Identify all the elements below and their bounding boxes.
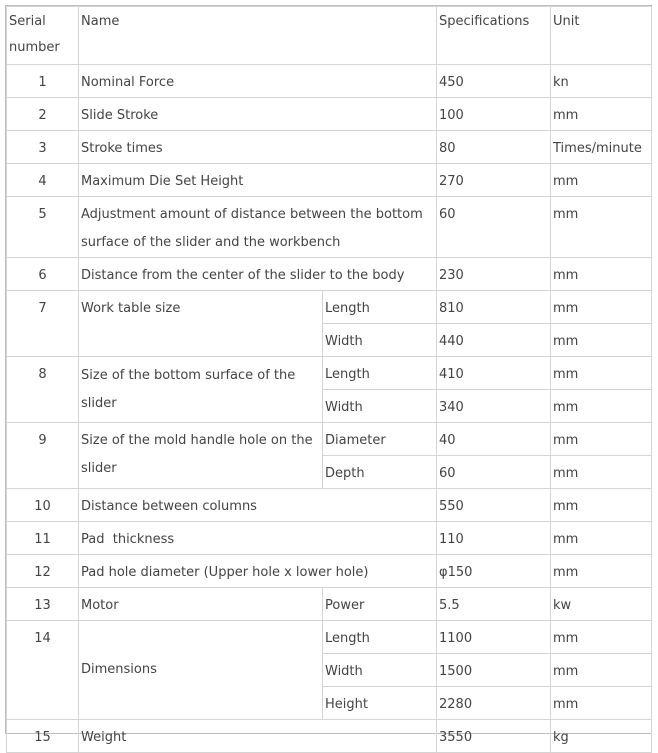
- unit-cell: mm: [551, 621, 652, 654]
- spec-cell: 5.5: [437, 588, 551, 621]
- sub-label-cell: Length: [323, 291, 437, 324]
- table-row: [7, 357, 652, 390]
- table-row: [7, 258, 652, 291]
- name-cell: Motor: [79, 588, 323, 621]
- unit-cell: kn: [551, 65, 652, 98]
- spec-cell: 40: [437, 423, 551, 456]
- header-row: [7, 7, 652, 65]
- header-unit: Unit: [551, 7, 652, 65]
- serial-cell: 6: [7, 258, 79, 291]
- spec-cell: 410: [437, 357, 551, 390]
- name-cell: Dimensions: [79, 621, 323, 720]
- table-row: [7, 621, 652, 654]
- table-row: [7, 197, 652, 258]
- serial-cell: 9: [7, 423, 79, 489]
- spec-cell: 810: [437, 291, 551, 324]
- serial-cell: 14: [7, 621, 79, 720]
- unit-cell: mm: [551, 456, 652, 489]
- table-row: [7, 588, 652, 621]
- sub-label-cell: Width: [323, 654, 437, 687]
- table-row: [7, 131, 652, 164]
- spec-cell: 230: [437, 258, 551, 291]
- serial-cell: 4: [7, 164, 79, 197]
- name-cell: Pad hole diameter (Upper hole x lower hole): [79, 555, 437, 588]
- serial-cell: 10: [7, 489, 79, 522]
- unit-cell: mm: [551, 390, 652, 423]
- name-cell: Size of the bottom surface of the slider: [79, 357, 323, 423]
- serial-cell: 12: [7, 555, 79, 588]
- name-cell: Nominal Force: [79, 65, 437, 98]
- unit-cell: mm: [551, 164, 652, 197]
- sub-label-cell: Depth: [323, 456, 437, 489]
- table-row: [7, 98, 652, 131]
- sub-label-cell: Width: [323, 324, 437, 357]
- sub-label-cell: Length: [323, 621, 437, 654]
- unit-cell: mm: [551, 197, 652, 258]
- spec-cell: 270: [437, 164, 551, 197]
- unit-cell: Times/minute: [551, 131, 652, 164]
- sub-label-cell: Width: [323, 390, 437, 423]
- name-cell: Work table size: [79, 291, 323, 357]
- table-row: [7, 489, 652, 522]
- serial-cell: 11: [7, 522, 79, 555]
- spec-cell: 440: [437, 324, 551, 357]
- name-cell: Pad thickness: [79, 522, 437, 555]
- serial-cell: 1: [7, 65, 79, 98]
- unit-cell: mm: [551, 291, 652, 324]
- spec-cell: 60: [437, 456, 551, 489]
- table-row: [7, 164, 652, 197]
- spec-cell: 340: [437, 390, 551, 423]
- table-row: [7, 423, 652, 456]
- serial-cell: 5: [7, 197, 79, 258]
- unit-cell: kg: [551, 720, 652, 753]
- unit-cell: mm: [551, 555, 652, 588]
- serial-cell: 7: [7, 291, 79, 357]
- spec-cell: 1100: [437, 621, 551, 654]
- table-row: [7, 720, 652, 753]
- sub-label-cell: Length: [323, 357, 437, 390]
- spec-cell: 3550: [437, 720, 551, 753]
- serial-cell: 2: [7, 98, 79, 131]
- unit-cell: mm: [551, 522, 652, 555]
- specifications-table: [6, 6, 652, 753]
- serial-cell: 8: [7, 357, 79, 423]
- name-cell: Weight: [79, 720, 437, 753]
- spec-cell: 450: [437, 65, 551, 98]
- header-serial-number: Serial number: [7, 7, 79, 65]
- sub-label-cell: Diameter: [323, 423, 437, 456]
- name-cell: Maximum Die Set Height: [79, 164, 437, 197]
- spec-cell: 110: [437, 522, 551, 555]
- name-cell: Stroke times: [79, 131, 437, 164]
- unit-cell: mm: [551, 687, 652, 720]
- table-row: [7, 522, 652, 555]
- unit-cell: mm: [551, 357, 652, 390]
- sub-label-cell: Power: [323, 588, 437, 621]
- unit-cell: mm: [551, 324, 652, 357]
- name-cell: Slide Stroke: [79, 98, 437, 131]
- unit-cell: mm: [551, 423, 652, 456]
- spec-cell: 100: [437, 98, 551, 131]
- unit-cell: kw: [551, 588, 652, 621]
- spec-cell: 2280: [437, 687, 551, 720]
- serial-cell: 3: [7, 131, 79, 164]
- table-row: [7, 555, 652, 588]
- sub-label-cell: Height: [323, 687, 437, 720]
- spec-cell: 1500: [437, 654, 551, 687]
- serial-cell: 13: [7, 588, 79, 621]
- name-cell: Distance from the center of the slider to the body: [79, 258, 437, 291]
- name-cell: Size of the mold handle hole on the slider: [79, 423, 323, 489]
- table-row: [7, 291, 652, 324]
- unit-cell: mm: [551, 258, 652, 291]
- unit-cell: mm: [551, 489, 652, 522]
- table-row: [7, 65, 652, 98]
- unit-cell: mm: [551, 98, 652, 131]
- spec-cell: 60: [437, 197, 551, 258]
- header-name: Name: [79, 7, 437, 65]
- header-specifications: Specifications: [437, 7, 551, 65]
- spec-cell: 80: [437, 131, 551, 164]
- spec-cell: φ150: [437, 555, 551, 588]
- name-cell: Distance between columns: [79, 489, 437, 522]
- serial-cell: 15: [7, 720, 79, 753]
- name-cell: Adjustment amount of distance between the bottom surface of the slider and the workbench: [79, 197, 437, 258]
- unit-cell: mm: [551, 654, 652, 687]
- spec-cell: 550: [437, 489, 551, 522]
